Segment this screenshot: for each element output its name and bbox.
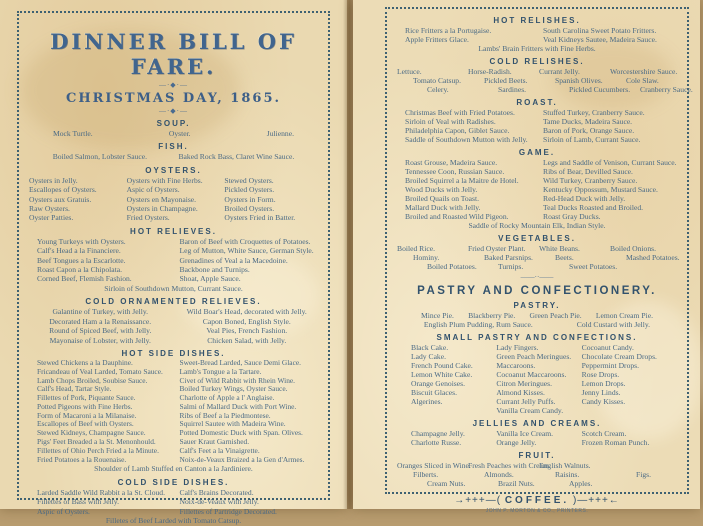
pastry-confectionery-heading: PASTRY AND CONFECTIONERY. xyxy=(417,285,657,297)
menu-item: Cranberry Sauce. xyxy=(640,85,693,94)
menu-item: Red-Head Duck with Jelly. xyxy=(543,194,626,203)
menu-item: Young Turkeys with Oysters. xyxy=(37,236,126,246)
menu-item: Form of Macaroni a la Milanaise. xyxy=(37,410,137,420)
menu-item: Cocoanut Candy. xyxy=(581,343,634,352)
menu-item: Galantine of Turkey, with Jelly. xyxy=(52,307,149,317)
menu-item: Broiled and Roasted Wild Pigeon. xyxy=(405,212,509,221)
menu-item: Broiled Quails on Toast. xyxy=(405,194,479,203)
menu-item: Stewed Oysters. xyxy=(224,175,274,185)
menu-item: Sirloin of Lamb, Currant Sauce. xyxy=(543,135,641,144)
menu-item: Aspic of Oysters. xyxy=(37,506,90,516)
menu-item: Turnips. xyxy=(498,262,524,271)
menu-column xyxy=(537,461,608,488)
menu-item: Noix-de-Veaux with Jelly. xyxy=(179,497,259,507)
menu-item: Oysters en Mayonaise. xyxy=(126,194,197,204)
menu-item: Pickled Oysters. xyxy=(224,185,275,195)
menu-item: Mashed Potatoes. xyxy=(626,253,680,262)
printer-credit: JOHN P. MORTON & CO., PRINTERS. xyxy=(485,508,589,514)
menu-item: Stuffed Turkey, Cranberry Sauce. xyxy=(543,108,645,117)
menu-column xyxy=(494,343,579,415)
menu-item: Pickled Beets. xyxy=(484,76,528,85)
menu-item: Chocolate Cream Drops. xyxy=(581,352,657,361)
menu-item: Horse-Radish. xyxy=(468,67,512,76)
menu-item: Boiled Salmon, Lobster Sauce. xyxy=(52,152,148,162)
menu-item: Calf's Head, Tartar Style. xyxy=(37,384,112,394)
section-heading: ROAST. xyxy=(516,98,558,107)
menu-item: Larded Saddle Wild Rabbit a la St. Cloud. xyxy=(37,487,165,497)
menu-item: Cream Nuts. xyxy=(427,479,466,488)
menu-item: Black Cake. xyxy=(411,343,449,352)
menu-item: Oysters Fried in Batter. xyxy=(224,213,296,223)
menu-item: Scotch Cream. xyxy=(581,429,627,438)
menu-item: Mayonaise of Lobster, with Jelly. xyxy=(49,335,151,345)
menu-column xyxy=(222,176,320,223)
section-heading: SMALL PASTRY AND CONFECTIONS. xyxy=(436,333,638,342)
menu-item: Blackberry Pie. xyxy=(468,311,516,320)
menu-item: Sirloin of Veal with Radishes. xyxy=(405,117,496,126)
coffee-label: →+++—( COFFEE. )—+++← xyxy=(395,495,679,506)
menu-column xyxy=(27,359,178,465)
menu-item: Ribs of Beef a la Piedmontese. xyxy=(179,410,271,420)
menu-item: Lamb Chops Broiled, Soubise Sauce. xyxy=(37,375,148,385)
section-vegetables xyxy=(395,231,679,271)
menu-item: Orange Genoises. xyxy=(411,379,465,388)
menu-column xyxy=(580,429,665,447)
menu-item: Boiled Turkey Wings, Oyster Sauce. xyxy=(179,384,288,394)
menu-item: Fried Oysters. xyxy=(126,213,170,223)
section-small-pastry-and-confections xyxy=(395,330,679,415)
menu-row xyxy=(395,320,679,329)
menu-item: Aspic of Oysters. xyxy=(126,185,180,195)
menu-item: Potted Domestic Duck with Span. Olives. xyxy=(179,428,303,438)
section-heading: HOT RELIEVES. xyxy=(130,226,217,236)
menu-item: Sardines. xyxy=(498,85,527,94)
menu-item: Vanilla Ice Cream. xyxy=(496,429,554,438)
menu-item: Calf's Brains Decorated. xyxy=(179,487,254,497)
menu-column xyxy=(395,244,477,271)
menu-item: Oysters in Form. xyxy=(224,194,276,204)
menu-item: Oyster Patties. xyxy=(29,213,74,223)
menu-column xyxy=(537,244,618,271)
menu-item: Lemon White Cake. xyxy=(411,370,473,379)
section-footer: Sirloin of Southdown Mutton, Currant Sauce. xyxy=(104,283,243,293)
menu-item: Decorated Ham a la Renaissance. xyxy=(49,316,152,326)
menu-column xyxy=(466,67,537,94)
menu-item: Shoat, Apple Sauce. xyxy=(179,274,241,284)
menu-item: Rice Fritters a la Portugaise. xyxy=(405,26,492,35)
menu-item: Brazil Nuts. xyxy=(498,479,535,488)
menu-item: Pickled Cucumbers. xyxy=(569,85,631,94)
section-heading: COLD SIDE DISHES. xyxy=(117,477,230,487)
menu-item: Sweet Potatoes. xyxy=(569,262,618,271)
menu-item: Philadelphia Capon, Giblet Sauce. xyxy=(405,126,510,135)
menu-item: Lamb's Tongue a la Tartare. xyxy=(179,366,262,376)
menu-item: Fried Oyster Plant. xyxy=(468,244,526,253)
menu-item: Escallopes of Oysters. xyxy=(29,185,97,195)
menu-item: Round of Spiced Beef, with Jelly. xyxy=(49,326,152,336)
menu-title: DINNER BILL OF FARE. xyxy=(50,29,297,79)
menu-item: Fillettes of Partridge Decorated. xyxy=(179,506,277,516)
menu-item: Fried Potatoes a la Rouenaise. xyxy=(37,454,127,464)
menu-item: Wild Boar's Head, decorated with Jelly. xyxy=(186,307,307,317)
section-heading: JELLIES AND CREAMS. xyxy=(472,419,602,428)
menu-item: Figs. xyxy=(636,470,651,479)
menu-item: Charlotte Russe. xyxy=(411,438,462,447)
menu-item: Oysters with Fine Herbs. xyxy=(126,175,203,185)
menu-item: Salmi of Mallard Duck with Port Wine. xyxy=(179,401,297,411)
menu-column xyxy=(178,488,321,516)
menu-item: Cold Custard with Jelly. xyxy=(576,320,651,329)
menu-item: Orange Jelly. xyxy=(496,438,537,447)
section-heading: COLD ORNAMENTED RELIEVES. xyxy=(85,297,262,307)
section-cold-relishes xyxy=(395,54,693,94)
menu-item: Stewed Chickens a la Dauphine. xyxy=(37,357,133,367)
menu-item: Veal Pies, French Fashion. xyxy=(206,326,288,336)
menu-column xyxy=(125,176,223,223)
menu-item: Ribs of Bear, Devilled Sauce. xyxy=(543,167,633,176)
menu-item: Tame Ducks, Madeira Sauce. xyxy=(543,117,633,126)
menu-column xyxy=(178,359,321,465)
right-page xyxy=(353,0,700,514)
menu-item: English Walnuts. xyxy=(539,461,591,470)
menu-item: Frozen Roman Punch. xyxy=(581,438,650,447)
menu-column xyxy=(27,237,178,284)
menu-column xyxy=(541,158,679,221)
menu-column xyxy=(395,158,541,221)
menu-item: Beef Tongues a la Escarlotte. xyxy=(37,255,126,265)
menu-item: Pigs' Feet Breaded a la St. Menonhould. xyxy=(37,437,156,447)
menu-column xyxy=(395,461,471,488)
menu-item: Sauer Kraut Garnished. xyxy=(179,437,250,447)
menu-item: Cole Slaw. xyxy=(626,76,659,85)
menu-item: Calf's Head a la Financiere. xyxy=(37,246,121,256)
menu-item: Calf's Feet a la Vinaigrette. xyxy=(179,445,260,455)
menu-item: Champagne Jelly. xyxy=(411,429,465,438)
menu-item: Sweet-Bread Larded, Sauce Demi Glace. xyxy=(179,357,301,367)
menu-item: English Plum Pudding, Rum Sauce. xyxy=(423,320,533,329)
menu-item: Tomato Catsup. xyxy=(413,76,461,85)
menu-item: Legs and Saddle of Venison, Currant Sauce. xyxy=(543,158,677,167)
menu-item: Broiled Oysters. xyxy=(224,204,275,214)
menu-column xyxy=(27,488,178,516)
menu-item: Lettuce. xyxy=(397,67,422,76)
right-page-border xyxy=(385,7,693,514)
menu-item: Noix-de-Veaux Braized a la Gen d'Armes. xyxy=(179,454,305,464)
menu-column xyxy=(395,108,541,144)
menu-item: Jenny Linds. xyxy=(581,388,621,397)
menu-item: Civet of Wild Rabbit with Rhein Wine. xyxy=(179,375,296,385)
section-heading: HOT RELISHES. xyxy=(493,16,581,25)
section-footer: Saddle of Rocky Mountain Elk, Indian Style. xyxy=(468,221,606,230)
section-fruit xyxy=(395,448,679,488)
menu-item: Roast Gray Ducks. xyxy=(543,212,601,221)
menu-row xyxy=(27,152,320,161)
menu-item: Candy Kisses. xyxy=(581,397,626,406)
menu-item: Oranges Sliced in Wine. xyxy=(397,461,471,470)
section-pastry xyxy=(395,298,679,329)
menu-item: Christmas Beef with Fried Potatoes. xyxy=(405,108,515,117)
menu-column xyxy=(541,26,679,44)
menu-column xyxy=(409,429,494,447)
section-oysters xyxy=(27,163,320,223)
section-fish xyxy=(27,139,320,161)
menu-item: Saddle of Southdown Mutton with Jelly. xyxy=(405,135,528,144)
menu-item: Rose Drops. xyxy=(581,370,620,379)
menu-column xyxy=(466,244,537,271)
section-hot-relishes xyxy=(395,13,679,53)
section-roast xyxy=(395,95,679,144)
menu-item: Biscuit Glaces. xyxy=(411,388,457,397)
menu-column xyxy=(395,26,541,44)
menu-item: Oysters aux Gratuis. xyxy=(29,194,92,204)
menu-item: Almond Kisses. xyxy=(496,388,545,397)
menu-item: Roast Capon a la Chipolata. xyxy=(37,265,122,275)
section-heading: HOT SIDE DISHES. xyxy=(121,348,226,358)
menu-item: Lemon Cream Pie. xyxy=(595,311,653,320)
menu-item: Backbone and Turnips. xyxy=(179,265,250,275)
menu-item: Squirrel Sautee with Madeira Wine. xyxy=(179,419,286,429)
menu-item: Apple Fritters Glace. xyxy=(405,35,469,44)
menu-item: Mock Turtle. xyxy=(53,129,93,138)
menu-item: Fillettes of Bass with Jelly. xyxy=(37,497,119,507)
menu-item: Vanilla Cream Candy. xyxy=(496,406,564,415)
section-soup xyxy=(27,116,320,138)
menu-item: Oysters in Champagne. xyxy=(126,204,198,214)
menu-item: Filberts. xyxy=(413,470,439,479)
section-heading: FRUIT. xyxy=(518,451,556,460)
menu-item: Apples. xyxy=(569,479,593,488)
menu-column xyxy=(27,176,125,223)
menu-item: Wild Turkey, Cranberry Sauce. xyxy=(543,176,638,185)
menu-item: Spanish Olives. xyxy=(555,76,603,85)
menu-column xyxy=(466,461,551,488)
menu-item: Potted Pigeons with Fine Herbs. xyxy=(37,401,133,411)
section-cold-ornamented-relieves xyxy=(27,294,320,345)
section-footer: Lambs' Brain Fritters with Fine Herbs. xyxy=(478,44,596,53)
menu-item: Fillettes of Pork, Piquante Sauce. xyxy=(37,393,136,403)
menu-item: Tennessee Coon, Russian Sauce. xyxy=(405,167,505,176)
menu-item: Currant Jelly. xyxy=(539,67,580,76)
menu-item: Maccaroons. xyxy=(496,361,536,370)
menu-row xyxy=(395,311,679,320)
menu-item: Lady Fingers. xyxy=(496,343,539,352)
menu-item: Raisins. xyxy=(555,470,580,479)
menu-item: Celery. xyxy=(427,85,449,94)
menu-item: Baron of Beef with Croquettes of Potatoes. xyxy=(179,236,311,246)
menu-column xyxy=(27,307,174,345)
menu-item: Corned Beef, Flemish Fashion. xyxy=(37,274,132,284)
menu-item: Cocoanut Maccaroons. xyxy=(496,370,567,379)
menu-column xyxy=(541,108,679,144)
section-heading: PASTRY. xyxy=(513,301,561,310)
menu-item: Almonds. xyxy=(484,470,514,479)
section-heading: GAME. xyxy=(518,148,556,157)
ornament-divider xyxy=(27,107,320,116)
menu-item: Baked Rock Bass, Claret Wine Sauce. xyxy=(178,152,295,162)
menu-subtitle: CHRISTMAS DAY, 1865. xyxy=(65,91,282,106)
menu-item: Citron Meringues. xyxy=(496,379,553,388)
ornament-divider xyxy=(27,81,320,90)
menu-item: Baron of Pork, Orange Sauce. xyxy=(543,126,635,135)
section-heading: SOUP. xyxy=(156,119,191,128)
menu-item: White Beans. xyxy=(539,244,580,253)
menu-item: Green Peach Pie. xyxy=(529,311,582,320)
menu-item: Mince Pie. xyxy=(421,311,454,320)
menu-column xyxy=(537,67,631,94)
menu-item: Veal Kidneys Sautee, Madeira Sauce. xyxy=(543,35,657,44)
menu-item: Lady Cake. xyxy=(411,352,447,361)
menu-item: Kentucky Oppossum, Mustard Sauce. xyxy=(543,185,658,194)
menu-item: Boiled Onions. xyxy=(610,244,656,253)
section-game xyxy=(395,145,679,230)
menu-item: South Carolina Sweet Potato Fritters. xyxy=(543,26,657,35)
menu-item: Mallard Duck with Jelly. xyxy=(405,203,481,212)
left-page xyxy=(0,0,347,526)
menu-item: Boiled Rice. xyxy=(397,244,435,253)
section-hot-side-dishes xyxy=(27,346,320,474)
menu-item: Fresh Peaches with Cream. xyxy=(468,461,551,470)
menu-item: Stewed Kidneys, Champagne Sauce. xyxy=(37,428,146,438)
menu-item: Teal Ducks Roasted and Broiled. xyxy=(543,203,644,212)
menu-row xyxy=(27,129,320,138)
menu-item: Currant Jelly Puffs. xyxy=(496,397,556,406)
section-jellies-and-creams xyxy=(395,416,679,447)
menu-item: Raw Oysters. xyxy=(29,204,70,214)
menu-column xyxy=(494,429,579,447)
menu-item: Boiled Potatoes. xyxy=(427,262,477,271)
menu-item: Broiled Squirrel a la Maitre de Hotel. xyxy=(405,176,519,185)
menu-item: Peppermint Drops. xyxy=(581,361,640,370)
section-heading: COLD RELISHES. xyxy=(489,57,585,66)
menu-item: Green Peach Meringues. xyxy=(496,352,572,361)
menu-column xyxy=(409,343,494,415)
menu-item: Oyster. xyxy=(168,129,191,138)
section-heading: VEGETABLES. xyxy=(498,234,576,243)
menu-item: Charlotte of Apple a l' Anglaise. xyxy=(179,393,275,403)
menu-item: Roast Grouse, Madeira Sauce. xyxy=(405,158,498,167)
menu-item: Chicken Salad, with Jelly. xyxy=(207,335,287,345)
menu-item: Fricandeau of Veal Larded, Tomato Sauce. xyxy=(37,366,163,376)
menu-item: Beets. xyxy=(555,253,574,262)
menu-column xyxy=(178,237,321,284)
section-cold-side-dishes xyxy=(27,475,320,526)
menu-column xyxy=(395,67,466,94)
section-footer: Filletes of Beef Larded with Tomato Catsup. xyxy=(105,516,242,526)
menu-item: Oysters in Jelly. xyxy=(29,175,78,185)
menu-item: Julienne. xyxy=(266,129,294,138)
menu-item: Worcestershire Sauce. xyxy=(610,67,678,76)
left-page-border xyxy=(17,11,330,526)
section-heading: OYSTERS. xyxy=(145,165,202,175)
menu-column xyxy=(608,461,679,488)
menu-item: Fillettes of Ohio Perch Fried a la Minute. xyxy=(37,445,159,455)
menu-item: Leg of Mutton, White Sauce, German Style. xyxy=(179,246,314,256)
section-heading: FISH. xyxy=(158,142,189,152)
menu-column xyxy=(580,343,665,415)
menu-item: Wood Ducks with Jelly. xyxy=(405,185,478,194)
menu-item: Escallopes of Beef with Oysters. xyxy=(37,419,134,429)
ornament-divider xyxy=(395,274,679,281)
menu-item: Grenadines of Veal a la Macedoine. xyxy=(179,255,288,265)
menu-item: Algerines. xyxy=(411,397,443,406)
menu-item: Capon Boned, English Style. xyxy=(202,316,291,326)
menu-column xyxy=(174,307,321,345)
menu-item: Baked Parsnips. xyxy=(484,253,533,262)
menu-item: Hominy. xyxy=(413,253,440,262)
section-footer: Shoulder of Lamb Stuffed en Canton a la Jardiniere. xyxy=(94,464,253,474)
menu-item: Lemon Drops. xyxy=(581,379,626,388)
menu-column xyxy=(608,244,679,271)
section-hot-relieves xyxy=(27,224,320,293)
menu-column xyxy=(608,67,693,94)
menu-item: French Pound Cake. xyxy=(411,361,473,370)
